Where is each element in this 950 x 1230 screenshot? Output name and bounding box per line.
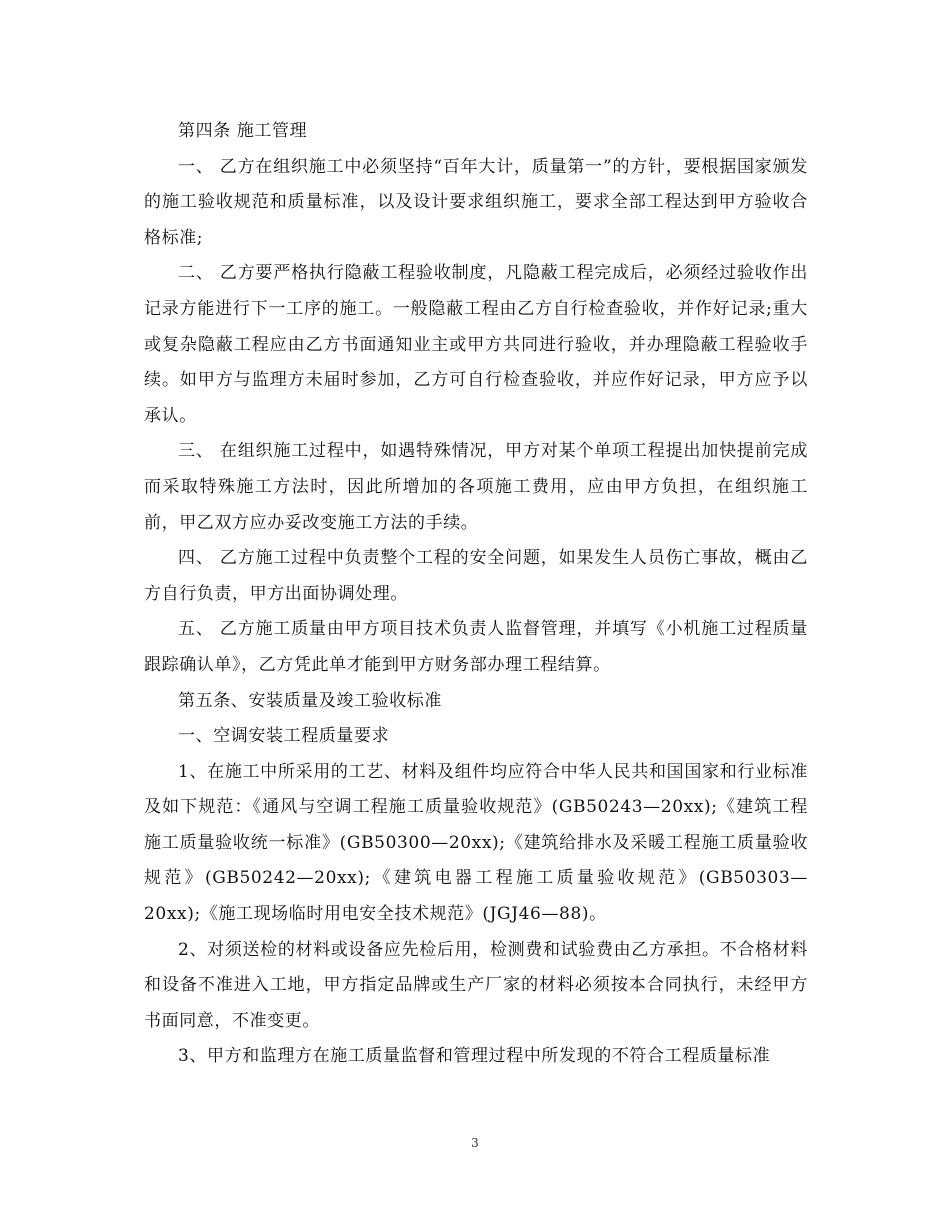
document-body <box>144 114 808 1075</box>
section-heading-article-4: 第四条 施工管理 <box>178 121 308 141</box>
paragraph-clause-1: 一、 乙方在组织施工中必须坚持“百年大计，质量第一”的方针，要根据国家颁发的施工验收规范和质量标准，以及设计要求组织施工，要求全部工程达到甲方验收合格标准; <box>144 156 808 248</box>
paragraph-clause-4: 四、 乙方施工过程中负责整个工程的安全问题，如果发生人员伤亡事故，概由乙方自行负责，甲方出面协调处理。 <box>144 548 808 604</box>
subsection-heading: 一、空调安装工程质量要求 <box>178 726 390 747</box>
paragraph-item-2: 2、对须送检的材料或设备应先检后用，检测费和试验费由乙方承担。不合格材料和设备不准进入工地，甲方指定品牌或生产厂家的材料必须按本合同执行，未经甲方书面同意，不准变更。 <box>144 939 808 1031</box>
section-heading-article-5: 第五条、安装质量及竣工验收标准 <box>178 690 442 711</box>
paragraph-clause-2: 二、 乙方要严格执行隐蔽工程验收制度，凡隐蔽工程完成后，必须经过验收作出记录方能进行下一工序的施工。一般隐蔽工程由乙方自行检查验收，并作好记录;重大或复杂隐蔽工程应由乙方书面通知业主或甲方共同进行验收，并办理隐蔽工程验收手续。如甲方与监理方未届时参加，乙方可自行检查验收，并应作好记录，甲方应予以承认。 <box>144 263 808 426</box>
paragraph-clause-3: 三、 在组织施工过程中，如遇特殊情况，甲方对某个单项工程提出加快提前完成而采取特殊施工方法时，因此所增加的各项施工费用，应由甲方负担，在组织施工前，甲乙双方应办妥改变施工方法的手续。 <box>144 441 808 533</box>
page-number: 3 <box>471 1136 479 1150</box>
paragraph-clause-5: 五、 乙方施工质量由甲方项目技术负责人监督管理，并填写《小机施工过程质量跟踪确认单》，乙方凭此单才能到甲方财务部办理工程结算。 <box>144 619 808 675</box>
paragraph-item-1: 1、在施工中所采用的工艺、材料及组件均应符合中华人民共和国国家和行业标准及如下规范：《通风与空调工程施工质量验收规范》(GB50243—20xx);《建筑工程施工质量验收统一标准》(GB50300—20xx);《建筑给排水及采暖工程施工质量验收规范》(GB50242—20xx);《建筑电器工程施工质量验收规范》(GB50303—20xx);《施工现场临时用电安全技术规范》(JGJ46—88)。 <box>144 761 808 925</box>
paragraph-item-3: 3、甲方和监理方在施工质量监督和管理过程中所发现的不符合工程质量标准 <box>178 1046 771 1067</box>
